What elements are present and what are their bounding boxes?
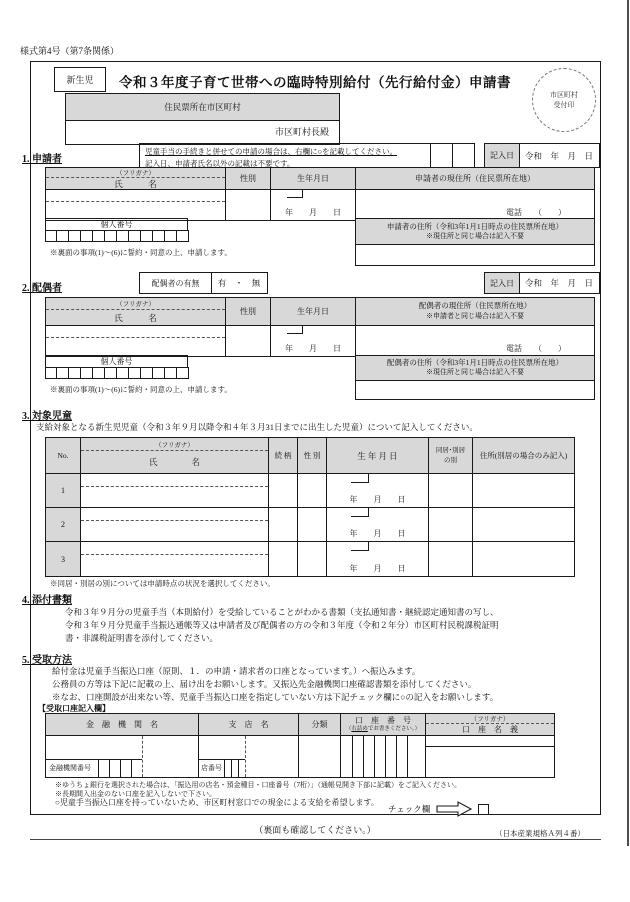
child-living-input[interactable] [429, 474, 473, 507]
spouse-address-header [356, 298, 594, 325]
receipt-line2: 公務員の方等は下記に記載の上、届け出をお願いします。又振込先金融機関口座確認書類を添付してください。 [52, 679, 477, 690]
account-box-title: 【受取口座記入欄】 [38, 704, 110, 713]
era-box [351, 542, 369, 551]
spouse-address-line1: 配偶者の現住所（住民票所在地） [418, 301, 532, 311]
bank-note-2: ※長期間入出金のない口座を記入しないで下さい。 [55, 790, 216, 798]
applicant-address-input[interactable] [356, 190, 594, 220]
spouse-presence-label: 配偶者の有無 [139, 272, 212, 294]
era-box [287, 326, 303, 334]
children-col-living [429, 438, 473, 473]
spouse-address2-line2: ※現住所と同じ場合は記入不要 [426, 368, 524, 377]
child-birth-input[interactable] [327, 474, 429, 507]
branch-code-subrow [199, 759, 245, 777]
attachments-line3: 書・非課税証明書を添付してください。 [65, 633, 219, 644]
receipt-line1: 給付金は児童手当振込口座（原則、１．の申請・請求者の口座となっています。）へ振込みます。 [52, 666, 421, 676]
spouse-presence-options[interactable]: 有 ・ 無 [211, 272, 268, 294]
category-header: 分類 [299, 714, 341, 735]
section2-heading: 2. 配偶者 [22, 283, 62, 294]
applicant-gender-header: 性別 [226, 168, 271, 189]
child-birth-placeholder: 年 月 日 [349, 529, 406, 538]
spouse-birth-header: 生年月日 [271, 298, 356, 325]
spouse-furigana-label: （フリガナ） [46, 298, 225, 310]
applicant-birth-input[interactable] [271, 190, 356, 220]
children-col-name-label: 氏 名 [148, 457, 200, 467]
cash-payment-checkbox[interactable] [478, 804, 489, 815]
bank-note-1: ※ゆうちょ銀行を選択された場合は、「振込用の店名・預金種目・口座番号（7桁）」（通帳見開き下部に記載）をご記入ください。 [55, 781, 461, 789]
spouse-address-input[interactable] [356, 326, 594, 356]
spouse-name-header [46, 298, 226, 325]
account-number-boxes[interactable] [341, 736, 426, 777]
child-relation-input[interactable] [269, 542, 298, 576]
applicant-gender-input[interactable] [226, 190, 271, 220]
applicant-birth-header: 生年月日 [271, 168, 356, 189]
applicant-address2-line2: ※現住所と同じ場合は記入不要 [426, 231, 524, 240]
check-label: チェック欄 [388, 804, 431, 814]
applicant-personal-number-label: 個人番号 [45, 218, 188, 231]
holder-label: 口 座 名 義 [462, 725, 518, 734]
municipality-field[interactable]: 住民票所在市区町村 [66, 94, 339, 121]
joint-application-circle-cell-1[interactable] [430, 143, 453, 168]
section1-heading: 1. 申請者 [22, 154, 62, 165]
section3-heading: 3. 対象児童 [22, 411, 72, 422]
branch-code-label: 店番号 [201, 764, 222, 772]
holder-furigana-label: （フリガナ） [426, 714, 554, 724]
spouse-birth-placeholder: 年 月 日 [285, 344, 341, 353]
applicant-entry-date-label: 記入日 [484, 143, 520, 168]
child-relation-input[interactable] [269, 508, 298, 541]
spouse-birth-input[interactable] [271, 326, 356, 356]
era-box [351, 508, 369, 517]
bank-note-3: ○児童手当振込口座を持っていないため、市区町村窓口での現金による支給を希望します。 [55, 798, 379, 807]
arrow-right-icon [435, 801, 473, 817]
applicant-address2-line1: 申請者の住所（令和3年1月1日時点の住民票所在地） [386, 221, 564, 231]
spouse-gender-input[interactable] [226, 326, 271, 356]
attachments-line1: 令和３年９月分の児童手当（本則給付）を受給していることがわかる書類（支払通知書・継続認定通知書の写し、 [65, 607, 499, 617]
spouse-entry-date-field[interactable]: 令和 年 月 日 [519, 272, 600, 294]
bank-code-subrow [46, 759, 142, 777]
account-number-note: （右詰めでお書きください。） [345, 726, 421, 733]
spouse-name-label: 氏 名 [114, 312, 157, 323]
stamp-text-1: 市区町村 [550, 90, 578, 99]
children-col-no: No. [46, 438, 81, 473]
spouse-name-input[interactable] [46, 326, 226, 356]
mayor-label: 市区町村長殿 [274, 127, 329, 137]
bank-cell-divider [142, 736, 143, 777]
attachments-line2: 令和３年９月分児童手当振込通帳等又は申請者及び配偶者の方の令和３年度（令和２年分）市区町村民税課税証明 [65, 620, 499, 631]
child-name-input[interactable] [81, 542, 269, 576]
child-birth-placeholder: 年 月 日 [349, 495, 406, 504]
form-title: 令和３年度子育て世帯への臨時特別給付（先行給付金）申請書 [119, 75, 511, 90]
bank-name-input[interactable] [46, 736, 199, 777]
child-row-2 [46, 508, 574, 542]
spouse-address-line2: ※申請者と同じ場合は記入不要 [426, 311, 524, 320]
spouse-phone-label: 電話 （ ） [506, 344, 566, 353]
child-row-1 [46, 474, 574, 508]
branch-cell-divider [245, 736, 246, 777]
applicant-furigana-label: （フリガナ） [46, 168, 225, 178]
receipt-line3: ※なお、口座開設が出来ない等、児童手当振込口座を指定していない方は下記チェック欄に○の記入をお願いします。 [52, 692, 499, 703]
child-row-no: 2 [46, 508, 81, 541]
child-relation-input[interactable] [269, 474, 298, 507]
municipality-box [65, 93, 340, 145]
applicant-entry-date-field[interactable]: 令和 年 月 日 [519, 143, 600, 168]
child-row-3 [46, 542, 574, 576]
children-note: ※同居・別居の別については申請時点の状況を選択してください。 [50, 579, 275, 588]
bank-account-table [45, 713, 555, 778]
account-number-label: 口 座 番 号 [355, 715, 411, 725]
receipt-stamp-circle [532, 68, 596, 132]
children-col-living-line2: の別 [444, 456, 457, 464]
children-col-gender: 性 別 [298, 438, 327, 473]
children-col-birth: 生 年 月 日 [327, 438, 429, 473]
applicant-notice-line2: 記入日、申請者氏名以外の記載は不要です。 [145, 159, 295, 168]
child-living-input[interactable] [429, 508, 473, 541]
applicant-phone-label: 電話 （ ） [506, 208, 566, 217]
applicant-address2-header [355, 218, 595, 245]
children-col-furigana: （フリガナ） [81, 438, 268, 451]
applicant-name-input[interactable] [46, 190, 226, 220]
applicant-notice-line1: 児童手当の手続きと併せての申請の場合は、右欄に○を記載してください。 [145, 147, 398, 156]
account-holder-input[interactable] [426, 736, 554, 777]
applicant-table [45, 167, 595, 221]
branch-name-header: 支 店 名 [199, 714, 299, 735]
spouse-table [45, 297, 595, 357]
applicant-personal-number-boxes[interactable] [45, 230, 189, 242]
stamp-text-2: 受付印 [553, 101, 575, 109]
child-gender-input[interactable] [298, 474, 327, 507]
category-input[interactable] [299, 736, 341, 777]
children-col-relation: 続 柄 [269, 438, 298, 473]
child-birth-input[interactable] [327, 508, 429, 541]
spouse-address2-input[interactable] [355, 380, 595, 400]
joint-application-circle-cell-2[interactable] [452, 143, 475, 168]
section4-heading: 4. 添付書類 [22, 595, 72, 606]
child-row-no: 3 [46, 542, 81, 576]
bank-code-boxes[interactable] [98, 760, 142, 777]
child-row-no: 1 [46, 474, 81, 507]
footer-back-note: （裏面も確認してください。） [254, 825, 376, 835]
spouse-personal-number-boxes[interactable] [45, 367, 189, 379]
form-code: 様式第4号（第7条関係） [20, 46, 120, 56]
footer-jis-note: （日本産業規格Ａ列４番） [495, 829, 585, 838]
branch-code-boxes[interactable] [224, 760, 245, 777]
child-gender-input[interactable] [298, 508, 327, 541]
footer-rule [30, 839, 601, 840]
spouse-address2-line1: 配偶者の住所（令和3年1月1日時点の住民票所在地） [386, 358, 564, 368]
branch-name-input[interactable] [199, 736, 299, 777]
applicant-birth-placeholder: 年 月 日 [285, 208, 341, 217]
applicant-pledge-note: ※裏面の事項(1)～(6)に誓約・同意の上、申請します。 [50, 248, 232, 257]
child-address-input[interactable] [473, 542, 574, 576]
applicant-address-header: 申請者の現住所（住民票所在地） [356, 168, 594, 189]
account-number-header [341, 714, 426, 735]
applicant-name-label: 氏 名 [114, 179, 157, 189]
applicant-address2-input[interactable] [355, 244, 595, 266]
era-box [287, 190, 303, 198]
children-table [45, 437, 575, 577]
era-box [351, 474, 369, 483]
child-address-input[interactable] [473, 474, 574, 507]
child-birth-input[interactable] [327, 542, 429, 576]
scan-edge-artifact [627, 0, 629, 846]
spouse-personal-number-label: 個人番号 [45, 355, 188, 368]
children-description: 支給対象となる新生児児童（令和３年９月以降令和４年３月31日までに出生した児童）について記入してください。 [36, 422, 478, 432]
applicant-name-header [46, 168, 226, 189]
child-name-input[interactable] [81, 474, 269, 507]
child-name-input[interactable] [81, 508, 269, 541]
children-col-living-line1: 同居･別居 [435, 446, 466, 454]
spouse-entry-date-label: 記入日 [484, 272, 520, 294]
child-living-input[interactable] [429, 542, 473, 576]
check-row [388, 801, 489, 817]
attachments-text [65, 606, 499, 646]
bank-code-label: 金融機関番号 [49, 764, 91, 772]
children-col-address: 住所(別居の場合のみ記入) [473, 438, 574, 473]
child-gender-input[interactable] [298, 542, 327, 576]
spouse-address2-header [355, 355, 595, 381]
spouse-pledge-note: ※裏面の事項(1)～(6)に誓約・同意の上、申請します。 [50, 385, 232, 394]
bank-name-header: 金 融 機 関 名 [46, 714, 199, 735]
section5-heading: 5. 受取方法 [22, 655, 72, 666]
receipt-text [52, 665, 498, 705]
spouse-gender-header: 性別 [226, 298, 271, 325]
children-col-name [81, 438, 269, 473]
account-holder-header [426, 714, 554, 735]
child-birth-placeholder: 年 月 日 [349, 564, 406, 573]
newborn-badge: 新生児 [54, 67, 106, 92]
child-address-input[interactable] [473, 508, 574, 541]
holder-furigana-input[interactable] [426, 736, 554, 747]
